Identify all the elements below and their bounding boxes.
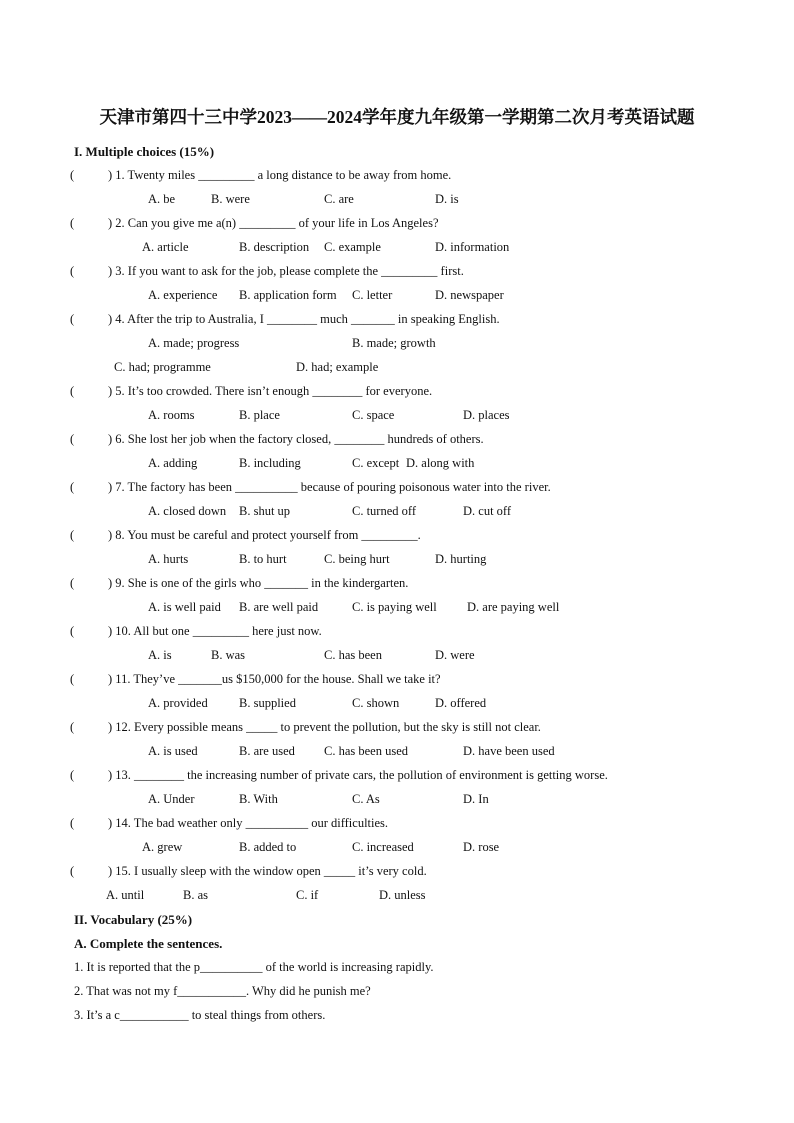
question-8 bbox=[70, 528, 421, 543]
answer-paren: ( bbox=[70, 384, 75, 398]
question-stem: ) 5. It’s too crowded. There isn’t enough ________ for everyone. bbox=[108, 384, 433, 398]
option: C. had; programme bbox=[114, 360, 211, 374]
question-stem: ) 1. Twenty miles _________ a long distance to be away from home. bbox=[108, 168, 452, 182]
option: A. is bbox=[148, 648, 172, 662]
answer-paren: ( bbox=[70, 768, 75, 782]
answer-paren: ( bbox=[70, 528, 75, 542]
question-11 bbox=[70, 672, 441, 687]
option: C. shown bbox=[352, 696, 400, 710]
option: A. hurts bbox=[148, 552, 189, 566]
option: D. hurting bbox=[435, 552, 487, 566]
option: B. With bbox=[239, 792, 278, 806]
option: C. are bbox=[324, 192, 354, 206]
option: B. are well paid bbox=[239, 600, 319, 614]
option: D. information bbox=[435, 240, 510, 254]
option: D. along with bbox=[406, 456, 475, 470]
option: D. unless bbox=[379, 888, 426, 902]
option: B. was bbox=[211, 648, 246, 662]
option: D. places bbox=[463, 408, 510, 422]
question-stem: ) 7. The factory has been __________ because of pouring poisonous water into the river. bbox=[108, 480, 551, 494]
question-9 bbox=[70, 576, 408, 591]
option: A. is used bbox=[148, 744, 198, 758]
option: B. are used bbox=[239, 744, 295, 758]
option: B. including bbox=[239, 456, 301, 470]
option: C. As bbox=[352, 792, 380, 806]
option: C. letter bbox=[352, 288, 393, 302]
option: B. supplied bbox=[239, 696, 296, 710]
option: A. Under bbox=[148, 792, 195, 806]
answer-paren: ( bbox=[70, 216, 75, 230]
question-13 bbox=[70, 768, 608, 783]
question-10 bbox=[70, 624, 322, 639]
option: B. description bbox=[239, 240, 310, 254]
question-3 bbox=[70, 264, 464, 279]
option: A. rooms bbox=[148, 408, 195, 422]
question-stem: ) 8. You must be careful and protect yourself from _________. bbox=[108, 528, 421, 542]
section-heading-vocabulary: II. Vocabulary (25%) bbox=[74, 912, 193, 927]
question-2 bbox=[70, 216, 439, 231]
question-stem: ) 4. After the trip to Australia, I ________ much _______ in speaking English. bbox=[108, 312, 500, 326]
option: A. article bbox=[142, 240, 189, 254]
option: D. had; example bbox=[296, 360, 379, 374]
option: B. added to bbox=[239, 840, 297, 854]
option: D. were bbox=[435, 648, 475, 662]
question-6 bbox=[70, 432, 484, 447]
vocab-item-2: 2. That was not my f___________. Why did he punish me? bbox=[74, 984, 371, 998]
question-7 bbox=[70, 480, 551, 495]
answer-paren: ( bbox=[70, 576, 75, 590]
question-stem: ) 10. All but one _________ here just now. bbox=[108, 624, 322, 638]
option: C. if bbox=[296, 888, 319, 902]
answer-paren: ( bbox=[70, 264, 75, 278]
question-stem: ) 13. ________ the increasing number of private cars, the pollution of environment is getting worse. bbox=[108, 768, 608, 782]
option: D. offered bbox=[435, 696, 487, 710]
option: B. as bbox=[183, 888, 208, 902]
option: D. cut off bbox=[463, 504, 512, 518]
option: B. made; growth bbox=[352, 336, 436, 350]
option: D. newspaper bbox=[435, 288, 504, 302]
answer-paren: ( bbox=[70, 672, 75, 686]
answer-paren: ( bbox=[70, 168, 75, 182]
question-5 bbox=[70, 384, 432, 399]
option: C. has been used bbox=[324, 744, 409, 758]
question-1 bbox=[70, 168, 451, 183]
section-heading-multiple-choices: I. Multiple choices (15%) bbox=[74, 144, 215, 159]
option: C. has been bbox=[324, 648, 382, 662]
option: A. be bbox=[148, 192, 176, 206]
question-stem: ) 15. I usually sleep with the window open _____ it’s very cold. bbox=[108, 864, 427, 878]
vocab-item-1: 1. It is reported that the p__________ of the world is increasing rapidly. bbox=[74, 960, 434, 974]
answer-paren: ( bbox=[70, 816, 75, 830]
option: B. place bbox=[239, 408, 280, 422]
answer-paren: ( bbox=[70, 624, 75, 638]
option: A. experience bbox=[148, 288, 218, 302]
question-stem: ) 3. If you want to ask for the job, please complete the _________ first. bbox=[108, 264, 464, 278]
option: B. shut up bbox=[239, 504, 291, 518]
option: C. increased bbox=[352, 840, 414, 854]
question-stem: ) 2. Can you give me a(n) _________ of your life in Los Angeles? bbox=[108, 216, 439, 230]
option: D. is bbox=[435, 192, 459, 206]
question-stem: ) 6. She lost her job when the factory closed, ________ hundreds of others. bbox=[108, 432, 484, 446]
option: D. are paying well bbox=[467, 600, 560, 614]
question-15 bbox=[70, 864, 427, 879]
option: D. In bbox=[463, 792, 489, 806]
option: C. being hurt bbox=[324, 552, 390, 566]
vocab-item-3: 3. It’s a c___________ to steal things from others. bbox=[74, 1008, 326, 1022]
answer-paren: ( bbox=[70, 864, 75, 878]
option: C. except bbox=[352, 456, 400, 470]
page-title: 天津市第四十三中学2023——2024学年度九年级第一学期第二次月考英语试题 bbox=[99, 107, 695, 127]
option: A. closed down bbox=[148, 504, 227, 518]
question-stem: ) 11. They’ve _______us $150,000 for the house. Shall we take it? bbox=[108, 672, 441, 686]
option: B. application form bbox=[239, 288, 337, 302]
option: A. until bbox=[106, 888, 145, 902]
option: A. grew bbox=[142, 840, 183, 854]
option: C. space bbox=[352, 408, 395, 422]
question-stem: ) 14. The bad weather only __________ our difficulties. bbox=[108, 816, 389, 830]
question-stem: ) 9. She is one of the girls who _______ in the kindergarten. bbox=[108, 576, 409, 590]
option: A. adding bbox=[148, 456, 198, 470]
answer-paren: ( bbox=[70, 432, 75, 446]
option: D. rose bbox=[463, 840, 500, 854]
option: D. have been used bbox=[463, 744, 555, 758]
answer-paren: ( bbox=[70, 312, 75, 326]
option: A. made; progress bbox=[148, 336, 240, 350]
question-14 bbox=[70, 816, 388, 831]
option: C. example bbox=[324, 240, 381, 254]
answer-paren: ( bbox=[70, 720, 75, 734]
option: A. is well paid bbox=[148, 600, 221, 614]
option: C. is paying well bbox=[352, 600, 437, 614]
question-4 bbox=[70, 312, 500, 327]
option: A. provided bbox=[148, 696, 208, 710]
option: B. to hurt bbox=[239, 552, 287, 566]
option: C. turned off bbox=[352, 504, 416, 518]
option: B. were bbox=[211, 192, 250, 206]
question-stem: ) 12. Every possible means _____ to prevent the pollution, but the sky is still not clear. bbox=[108, 720, 541, 734]
answer-paren: ( bbox=[70, 480, 75, 494]
question-12 bbox=[70, 720, 541, 735]
subsection-heading: A. Complete the sentences. bbox=[74, 936, 223, 951]
